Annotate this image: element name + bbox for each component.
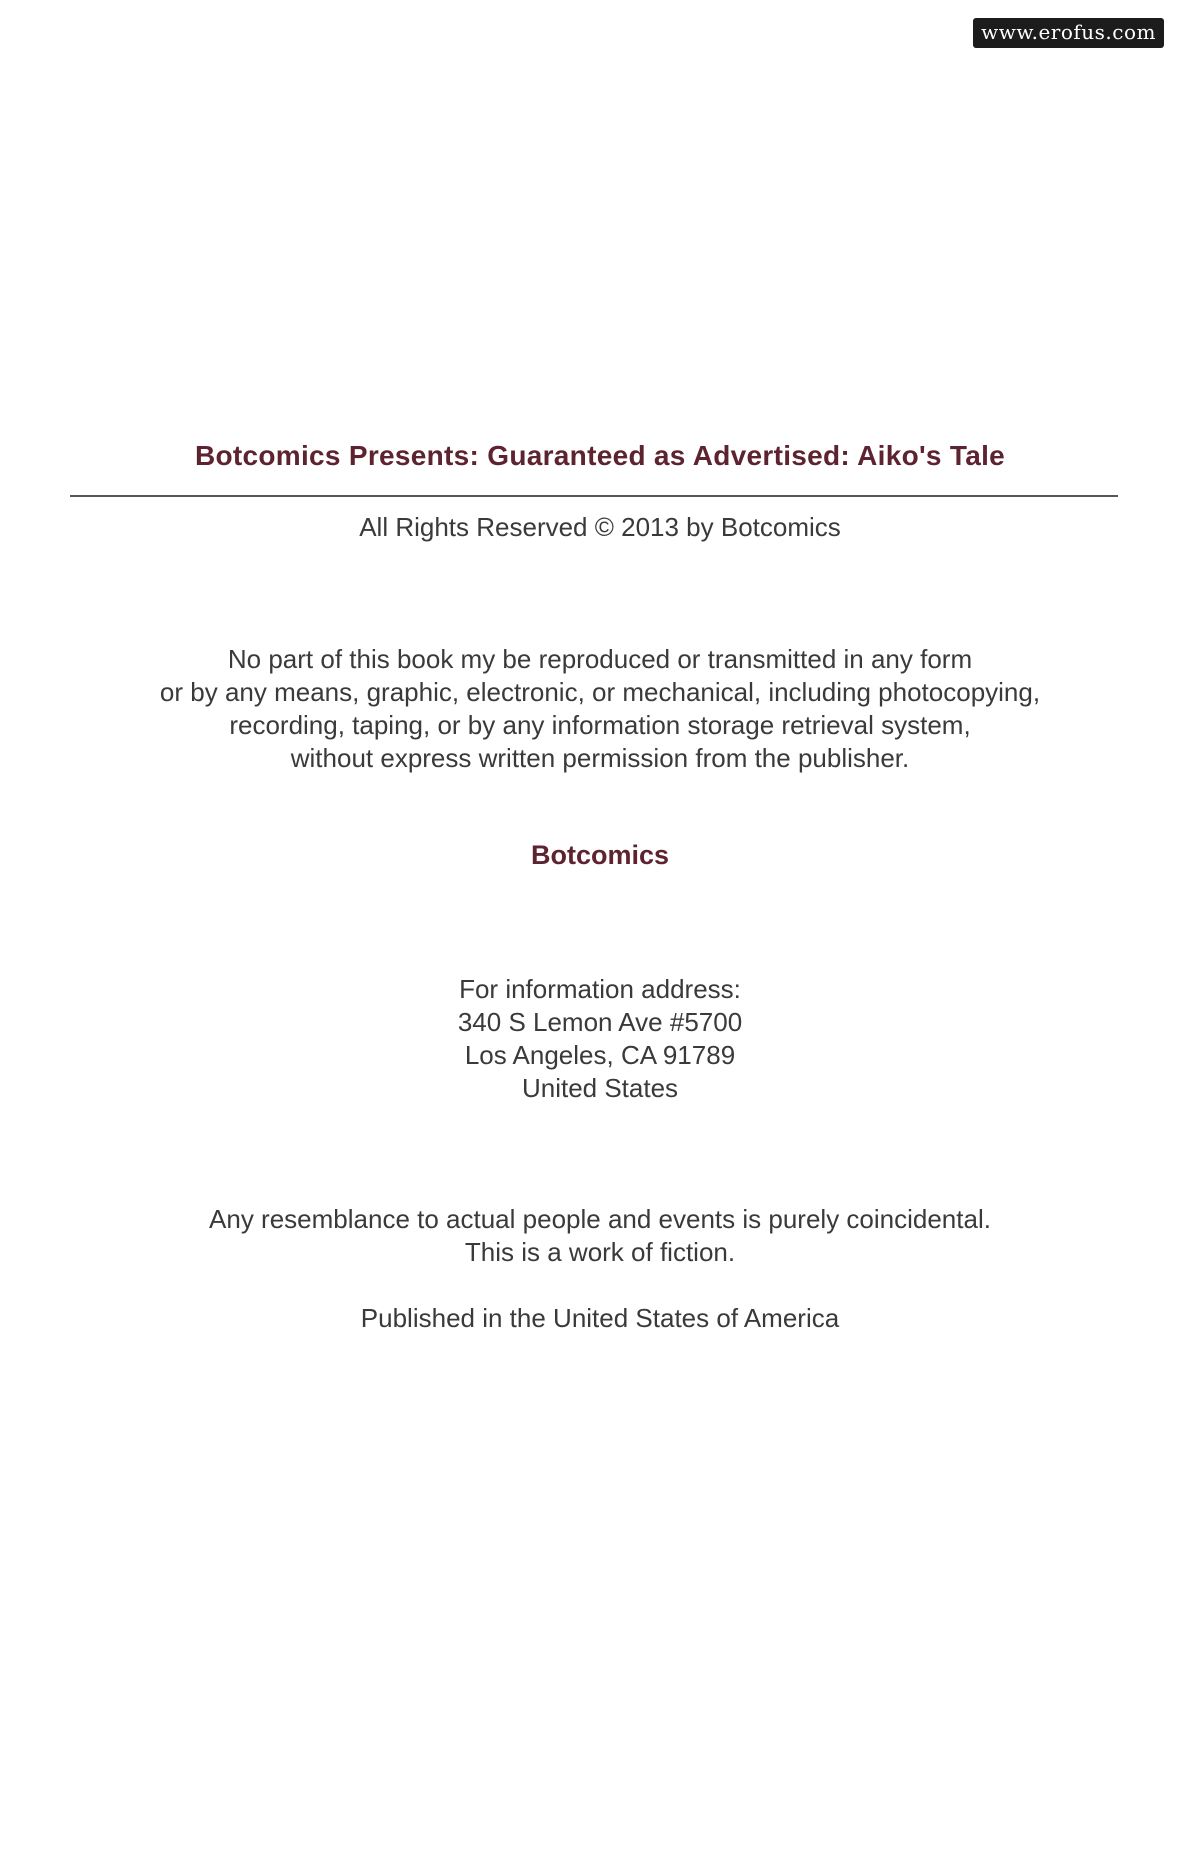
page-title: Botcomics Presents: Guaranteed as Advertised: Aiko's Tale bbox=[194, 440, 1006, 471]
copyright-notice bbox=[0, 511, 1200, 544]
disclaimer-line: Any resemblance to actual people and events is purely coincidental. bbox=[209, 1204, 991, 1234]
address-line: For information address: bbox=[459, 974, 741, 1004]
legal-line: No part of this book my be reproduced or transmitted in any form bbox=[227, 644, 973, 674]
publisher-name: Botcomics bbox=[530, 840, 670, 870]
legal-line: without express written permission from the publisher. bbox=[290, 743, 910, 773]
contact-address bbox=[0, 973, 1200, 1105]
address-line: United States bbox=[521, 1073, 679, 1103]
legal-notice bbox=[0, 643, 1200, 775]
publication-country bbox=[0, 1302, 1200, 1335]
title-divider bbox=[70, 495, 1118, 497]
legal-line: recording, taping, or by any information storage retrieval system, bbox=[229, 710, 971, 740]
disclaimer-line: This is a work of fiction. bbox=[464, 1237, 736, 1267]
address-line: 340 S Lemon Ave #5700 bbox=[457, 1007, 743, 1037]
copyright-line: All Rights Reserved © 2013 by Botcomics bbox=[359, 512, 841, 542]
legal-line: or by any means, graphic, electronic, or mechanical, including photocopying, bbox=[159, 677, 1041, 707]
address-line: Los Angeles, CA 91789 bbox=[464, 1040, 736, 1070]
watermark: www.erofus.com bbox=[973, 18, 1164, 48]
fiction-disclaimer bbox=[0, 1203, 1200, 1269]
published-line: Published in the United States of America bbox=[360, 1303, 840, 1333]
